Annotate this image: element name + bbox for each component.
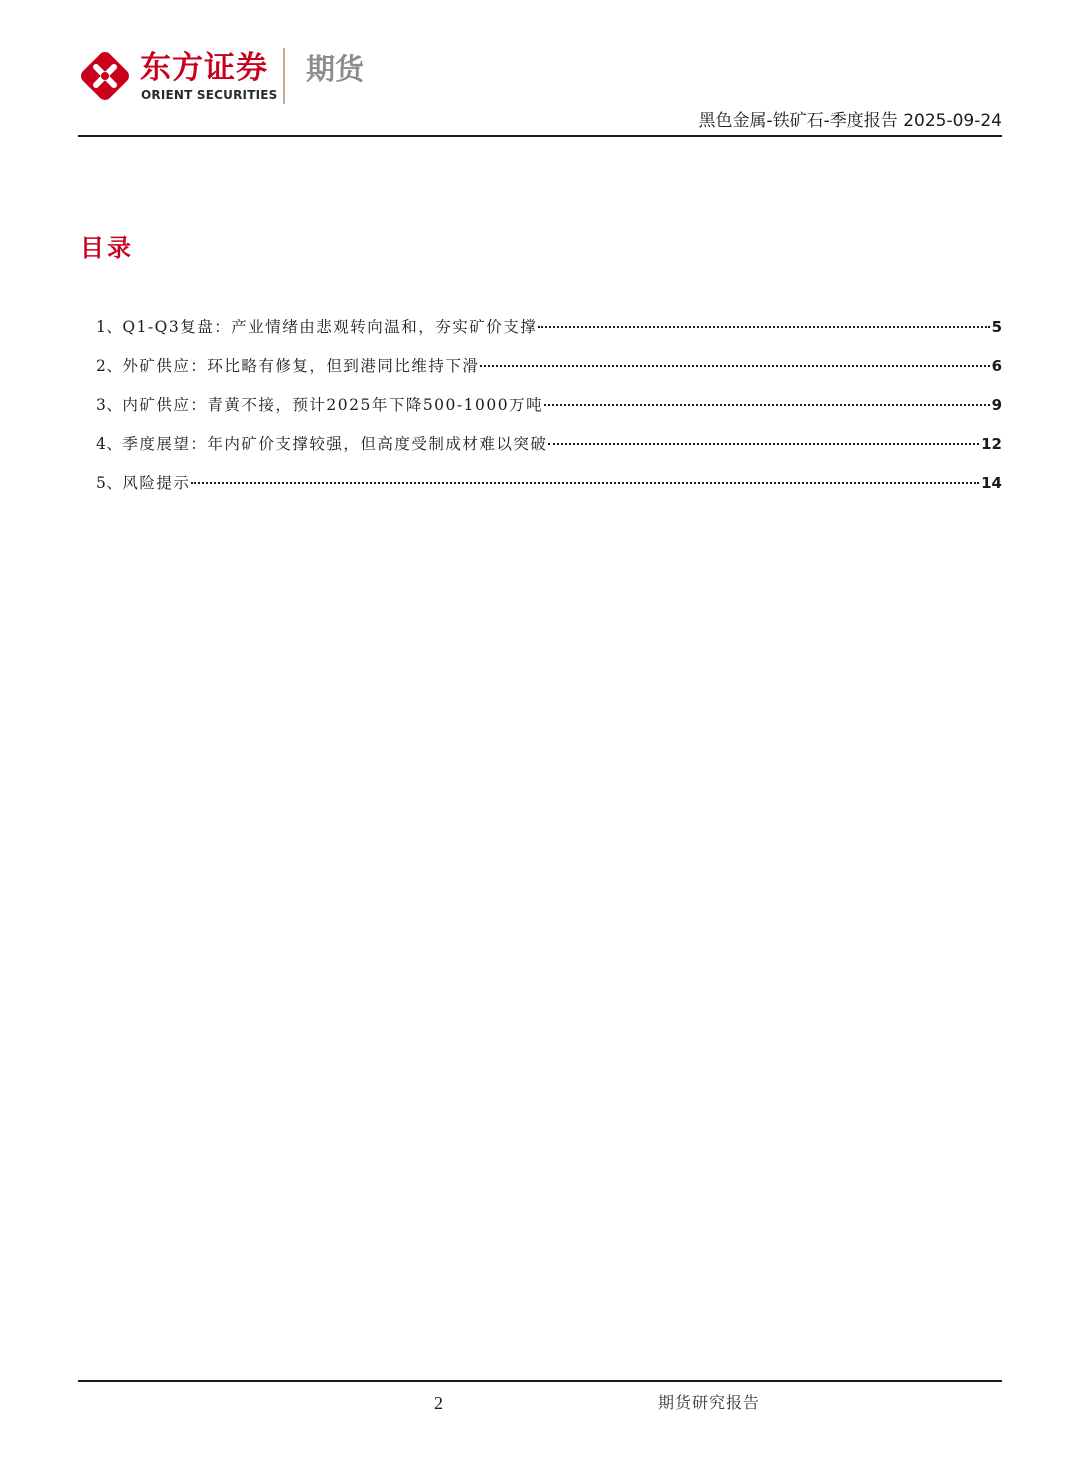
toc-entry-page: 5	[991, 318, 1002, 336]
toc-entry-title: Q1-Q3复盘：产业情绪由悲观转向温和，夯实矿价支撑	[122, 318, 538, 336]
toc-dot-leader	[191, 481, 979, 484]
footer-label: 期货研究报告	[658, 1393, 761, 1412]
toc-dot-leader	[480, 364, 989, 367]
toc-entry-page: 12	[981, 435, 1002, 453]
page-number: 2	[434, 1393, 443, 1413]
logo-division-label: 期货	[306, 52, 365, 86]
toc-entry-number: 2、	[96, 357, 123, 375]
header-divider	[78, 135, 1002, 137]
toc-entry[interactable]	[96, 314, 1002, 353]
toc-entry-title: 外矿供应：环比略有修复，但到港同比维持下滑	[122, 357, 480, 375]
toc-entry-page: 9	[991, 396, 1002, 414]
toc-entry-number: 4、	[96, 435, 123, 453]
toc-heading: 目录	[80, 233, 134, 262]
footer-divider	[78, 1380, 1002, 1382]
table-of-contents	[96, 314, 1002, 509]
toc-entry-page: 6	[991, 357, 1002, 375]
toc-entry-title: 季度展望：年内矿价支撑较强，但高度受制成材难以突破	[122, 435, 548, 453]
toc-dot-leader	[548, 442, 979, 445]
orient-securities-logo-icon	[78, 49, 132, 103]
toc-entry[interactable]	[96, 470, 1002, 509]
toc-entry-page: 14	[981, 474, 1002, 492]
page-header	[0, 0, 1080, 140]
toc-dot-leader	[538, 325, 989, 328]
toc-entry-title: 内矿供应：青黄不接，预计2025年下降500-1000万吨	[122, 396, 544, 414]
logo-company-name-en: ORIENT SECURITIES	[141, 88, 278, 102]
logo-company-name-cn: 东方证券	[140, 50, 268, 86]
toc-entry[interactable]	[96, 353, 1002, 392]
toc-entry-number: 5、	[96, 474, 123, 492]
toc-entry-number: 1、	[96, 318, 123, 336]
toc-entry[interactable]	[96, 392, 1002, 431]
toc-entry-number: 3、	[96, 396, 123, 414]
toc-entry[interactable]	[96, 431, 1002, 470]
toc-dot-leader	[544, 403, 989, 406]
report-title: 黑色金属-铁矿石-季度报告 2025-09-24	[698, 111, 1002, 131]
toc-entry-title: 风险提示	[122, 474, 191, 492]
logo-divider	[283, 48, 285, 104]
